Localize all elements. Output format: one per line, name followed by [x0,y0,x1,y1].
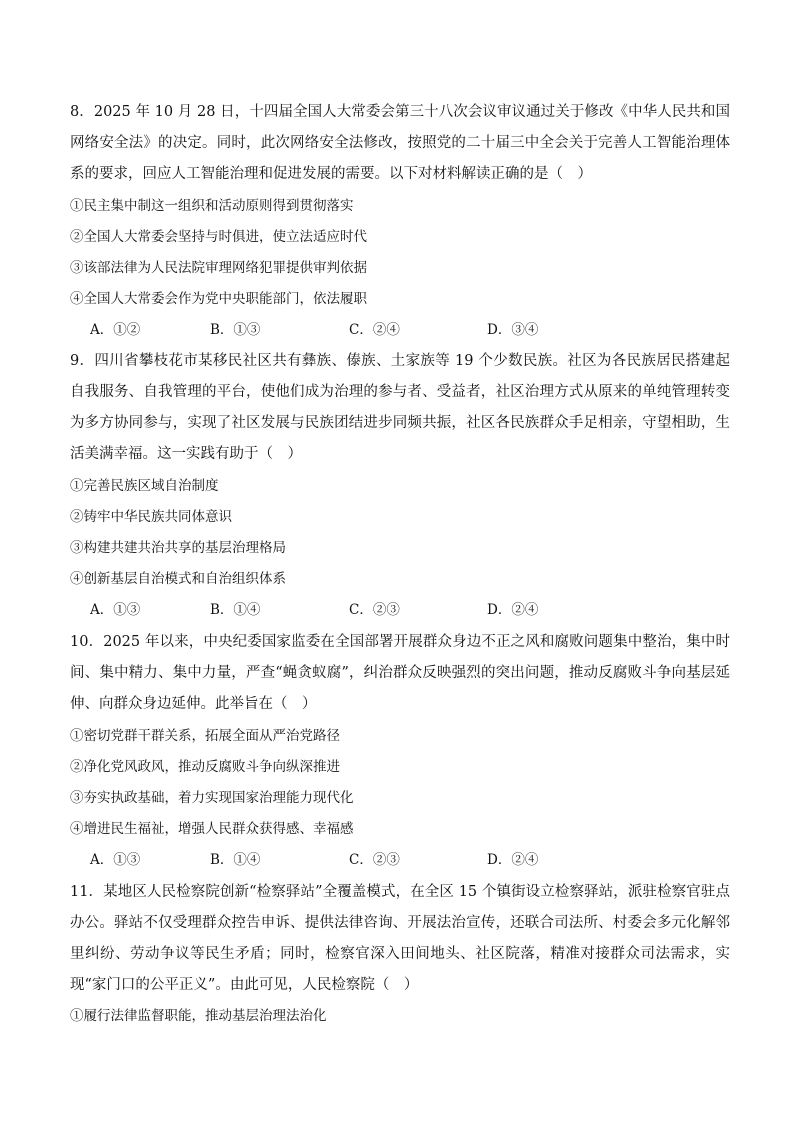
choice-d: D．③④ [487,322,539,338]
choice-a: A．①③ [90,852,141,868]
question-9-option-1: ①完善民族区域自治制度 [70,478,219,494]
choice-b: B．①③ [210,322,261,338]
question-8-option-1: ①民主集中制这一组织和活动原则得到贯彻落实 [70,198,354,214]
choice-d: D．②④ [487,602,539,618]
question-9-option-2: ②铸牢中华民族共同体意识 [70,509,232,525]
question-10-option-1: ①密切党群干群关系，拓展全面从严治党路径 [70,728,340,744]
question-10-option-4: ④增进民生福祉，增强人民群众获得感、幸福感 [70,821,354,837]
choice-d: D．②④ [487,852,539,868]
question-9-choices [90,600,730,620]
choice-b: B．①④ [210,602,261,618]
choice-c: C．②③ [349,602,400,618]
question-8-option-4: ④全国人大常委会作为党中央职能部门，依法履职 [70,291,367,307]
question-9-option-4: ④创新基层自治模式和自治组织体系 [70,571,286,587]
question-10-stem: 10．2025 年以来，中央纪委国家监委在全国部署开展群众身边不正之风和腐败问题集中整治，集中时间、集中精力、集中力量，严查“蝇贪蚁腐”，纠治群众反映强烈的突出问题，推动反腐败斗争向基层延伸、向群众身边延伸。此举旨在（ ） [70,634,730,712]
question-9-stem: 9．四川省攀枝花市某移民社区共有彝族、傣族、土家族等 19 个少数民族。社区为各民族居民搭建起自我服务、自我管理的平台，使他们成为治理的参与者、受益者，社区治理方式从原来的单纯管理转变为多方协同参与，实现了社区发展与民族团结进步同频共振，社区各民族群众手足相亲，守望相助，生活美满幸福。这一实践有助于（ ） [70,353,730,462]
choice-b: B．①④ [210,852,261,868]
choice-a: A．①③ [90,602,141,618]
question-9-option-3: ③构建共建共治共享的基层治理格局 [70,540,286,556]
question-11-stem: 11．某地区人民检察院创新“检察驿站”全覆盖模式，在全区 15 个镇街设立检察驿站，派驻检察官驻点办公。驿站不仅受理群众控告申诉、提供法律咨询、开展法治宣传，还联合司法所、村委会多元化解邻里纠纷、劳动争议等民生矛盾；同时，检察官深入田间地头、社区院落，精准对接群众司法需求，实现“家门口的公平正义”。由此可见，人民检察院（ ） [70,884,730,993]
choice-c: C．②④ [349,322,400,338]
choice-a: A．①② [90,322,141,338]
question-10-option-3: ③夯实执政基础，着力实现国家治理能力现代化 [70,790,354,806]
question-10-option-2: ②净化党风政风，推动反腐败斗争向纵深推进 [70,759,340,775]
question-11-option-1: ①履行法律监督职能，推动基层治理法治化 [70,1008,327,1024]
question-8-stem: 8．2025 年 10 月 28 日，十四届全国人大常委会第三十八次会议审议通过关于修改《中华人民共和国网络安全法》的决定。同时，此次网络安全法修改，按照党的二十届三中全会关于完善人工智能治理体系的要求，回应人工智能治理和促进发展的需要。以下对材料解读正确的是（ ） [70,104,730,182]
question-10-choices [90,850,730,870]
question-8-option-3: ③该部法律为人民法院审理网络犯罪提供审判依据 [70,260,367,276]
question-8-choices [90,320,730,340]
question-8-option-2: ②全国人大常委会坚持与时俱进，使立法适应时代 [70,229,367,245]
choice-c: C．②③ [349,852,400,868]
